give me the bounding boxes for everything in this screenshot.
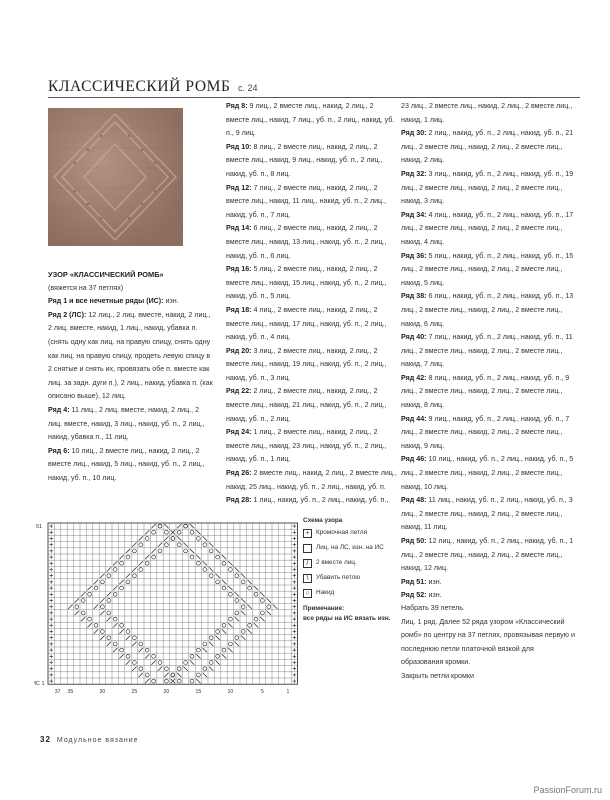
row-10 [226,141,398,182]
row-text: 12 лиц., накид, уб. п., 2 лиц., накид, уб. п., 1 лиц., 2 вместе лиц., накид, 2 лиц., 2 вместе лиц., накид, 12 лиц. [401,537,574,573]
row-text: 10 лиц., 2 вместе лиц., накид, 2 лиц., 2 вместе лиц., накид, 5 лиц., накид, уб. п., 2 лиц., накид, уб. п., 10 лиц. [48,446,205,482]
page-number: 32 [40,735,51,744]
row-head: Ряд 50: [401,537,427,545]
row-head: Ряд 38: [401,292,427,301]
row-text: 6 лиц., накид, уб. п., 2 лиц., накид, уб. п., 13 лиц., 2 вместе лиц., накид, 2 лиц., 2 вместе лиц., накид, 6 лиц. [401,292,574,328]
magazine-name: Модульное вязание [56,737,139,744]
row-51 [401,576,576,590]
chart-legend [303,516,403,624]
page-footer [40,735,139,744]
row-head: Ряд 10: [226,142,252,151]
legend-item [303,588,403,598]
slash-icon: / [303,559,312,568]
row-36 [401,250,576,291]
row-head: Ряд 16: [226,265,252,274]
instruction-line: Лиц. 1 ряд. Далее 52 ряда узором «Классический ромб» по центру на 37 петлях, провязывая первую и последнюю петли платочной вязкой для образования кромки. [401,617,575,667]
row-head: Ряд 6: [48,446,70,455]
row-text: 4 лиц., накид, уб. п., 2 лиц., накид, уб. п., 17 лиц., 2 вместе лиц., накид, 2 лиц., 2 вместе лиц., накид, 4 лиц. [401,210,574,246]
row-6 [48,445,213,486]
row-head: Ряд 24: [226,428,252,437]
stitch-number-label: 15 [195,689,202,696]
row-text: изн. [165,297,179,306]
row-text: 1 лиц., 2 вместе лиц., накид, 2 лиц., 2 вместе лиц., накид, 23 лиц., накид, уб. п., 2 лиц., накид, уб. п., 1 лиц. [226,428,387,464]
row-head: Ряд 2 (ЛС): [48,310,87,319]
row-text: изн. [428,577,442,586]
bottom-stitch-labels [55,689,290,695]
stitch-number-label: 30 [99,689,106,696]
row-34 [401,209,576,250]
row-8 [226,100,398,141]
row-28 [226,494,398,508]
row-head: Ряд 52: [401,591,427,600]
row-30 [401,127,576,168]
row-text: изн. [428,591,442,600]
row-text: 10 лиц., накид, уб. п., 2 лиц., накид, уб. п., 5 лиц., 2 вместе лиц., накид, 2 лиц., 2 вместе лиц., накид, 10 лиц. [401,455,574,491]
chart-grid [48,523,298,684]
swatch-photo [48,108,183,246]
stitch-number-label: 5 [260,689,264,696]
row-26 [226,467,398,494]
row-text: 1 лиц., накид, уб. п., 2 лиц., накид, уб. п., [253,496,389,505]
instruction-line: Закрыть петли кромки [401,671,474,680]
row-head: Ряд 8: [226,102,248,110]
pattern-column-1 [48,268,213,486]
legend-label: Лиц. на ЛС, изн. на ИС [316,544,384,551]
row-head: Ряд 4: [48,405,70,414]
header-rule [48,97,580,98]
legend-label: Убавить петлю [316,574,361,581]
row-text: 9 лиц., накид, уб. п., 2 лиц., накид, уб. п., 7 лиц., 2 вместе лиц., накид, 2 лиц., 2 вместе лиц., накид, 9 лиц. [401,414,570,450]
row-text: 2 лиц., накид, уб. п., 2 лиц., накид, уб. п., 21 лиц., 2 вместе лиц., накид, 2 лиц., 2 вместе лиц., накид, 2 лиц. [401,129,574,165]
row-20 [226,345,398,386]
legend-note-title: Примечание: [303,605,345,612]
row-head: Ряд 42: [401,373,427,382]
row-2 [48,309,213,404]
row-text: 5 лиц., накид, уб. п., 2 лиц., накид, уб. п., 15 лиц., 2 вместе лиц., накид, 2 лиц., 2 вместе лиц., накид, 5 лиц. [401,251,574,287]
row-head: Ряд 14: [226,224,252,233]
stitch-number-label: 10 [227,689,234,696]
row-40 [401,331,576,372]
backslash-icon: \ [303,574,312,583]
row-head: Ряд 26: [226,469,252,478]
row-text: 7 лиц., накид, уб. п., 2 лиц., накид, уб. п., 11 лиц., 2 вместе лиц., накид, 2 лиц., 2 вместе лиц., накид, 7 лиц. [401,333,573,369]
row-text: 9 лиц., 2 вместе лиц., накид, 2 лиц., 2 вместе лиц., накид, 7 лиц., уб. п., 2 лиц., накид, уб. п., 9 лиц. [226,102,395,138]
pattern-title: УЗОР «КЛАССИЧЕСКИЙ РОМБ» [48,270,164,279]
row-32 [401,168,576,209]
legend-item [303,528,403,538]
row-text: 6 лиц., 2 вместе лиц., накид, 2 лиц., 2 вместе лиц., накид, 13 лиц., накид, уб. п., 2 лиц., накид, уб. п., 6 лиц. [226,224,387,260]
row-head: Ряд 12: [226,183,252,192]
row-text: 8 лиц., 2 вместе лиц., накид, 2 лиц., 2 вместе лиц., накид, 9 лиц., накид, уб. п., 2 лиц., накид, уб. п., 8 лиц. [226,142,383,178]
page-header [48,78,578,96]
row-head: Ряд 28: [226,496,252,505]
plus-icon: + [303,529,312,538]
row-head: Ряд 18: [226,305,252,314]
row-head: Ряд 51: [401,577,427,586]
row-4 [48,404,213,445]
stitch-number-label: 20 [163,689,170,696]
chart-svg [34,513,302,701]
left-bottom-label: С 1 [35,681,45,687]
stitch-number-label: 25 [131,689,138,696]
row-text: 4 лиц., 2 вместе лиц., накид, 2 лиц., 2 вместе лиц., накид, 17 лиц., накид, уб. п., 2 лиц., накид, уб. п., 4 лиц. [226,305,387,342]
row-24 [226,426,398,467]
row-head: Ряд 40: [401,333,427,342]
row-head: Ряд 20: [226,346,252,355]
row-14 [226,222,398,263]
stitch-number-label: 37 [54,689,61,696]
legend-item [303,573,403,583]
pattern-column-2 [226,100,398,508]
stitch-number-label: 35 [67,689,74,696]
row-head: Ряд 46: [401,455,427,464]
row-text: 11 лиц., 2 лиц. вместе, накид, 2 лиц., 2 лиц. вместе, накид, 3 лиц., накид, уб. п., 2 лиц., накид, убавка п., 11 лиц. [48,405,205,442]
row-head: Ряд 36: [401,251,427,260]
row-28-continued [401,100,576,127]
circle-icon: ○ [303,589,312,598]
watermark: PassionForum.ru [533,785,602,795]
legend-label: Кромочная петля [316,529,368,536]
row-text: 23 лиц., 2 вместе лиц., накид, 2 лиц., 2 вместе лиц., накид, 1 лиц. [401,102,573,124]
instruction-line: Набрать 39 петель. [401,604,465,612]
row-head: Ряд 44: [401,414,427,423]
row-text: 3 лиц., 2 вместе лиц., накид, 2 лиц., 2 вместе лиц., накид, 19 лиц., накид, уб. п., 2 лиц., накид, уб. п., 3 лиц. [226,346,387,382]
legend-note-text: все ряды на ИС вязать изн. [303,615,391,622]
row-text: 3 лиц., накид, уб. п., 2 лиц., накид, уб. п., 19 лиц., 2 вместе лиц., накид, 2 лиц., 2 вместе лиц., накид, 3 лиц. [401,169,574,206]
legend-label: 2 вместе лиц. [316,559,357,566]
row-42 [401,372,576,413]
legend-title: Схема узора [303,517,343,524]
row-head: Ряд 30: [401,129,427,138]
row-text: 5 лиц., 2 вместе лиц., накид, 2 лиц., 2 вместе лиц., накид, 15 лиц., накид, уб. п., 2 лиц., накид, уб. п., 5 лиц. [226,265,387,301]
row-18 [226,304,398,345]
row-head: Ряд 32: [401,169,427,178]
row-text: 12 лиц., 2 лиц. вместе, накид, 2 лиц., 2 лиц. вместе, накид, 1 лиц., накид, убавка п. (снять одну как лиц. на правую спицу, снять одну как лиц. на правую спицу, продеть левую спицу в 2 снятые и снять их, провязать обе п. вместе как лиц. за задн. дуги п.), 2 лиц., накид, убавка п. (как описано выше), 12 лиц. [48,310,213,401]
stitch-number-label: 1 [286,689,290,696]
instructions [401,602,576,684]
row-44 [401,413,576,454]
empty-square-icon [303,544,312,553]
legend-item [303,558,403,568]
knitting-chart [34,513,302,706]
row-head: Ряд 22: [226,387,252,396]
row-text: 8 лиц., накид, уб. п., 2 лиц., накид, уб. п., 9 лиц., 2 вместе лиц., накид, 2 лиц., 2 вместе лиц., накид, 8 лиц. [401,373,570,410]
row-16 [226,263,398,304]
pattern-column-3 [401,100,576,603]
row-1-odd [48,295,213,309]
row-38 [401,290,576,331]
row-12 [226,182,398,223]
row-text: 2 вместе лиц., накид, 2 лиц., 2 вместе лиц., накид, 25 лиц., накид, уб. п., 2 лиц., накид, уб. п. [226,469,397,491]
pattern-subtitle: (вяжется на 37 петлях) [48,283,124,292]
row-head: Ряд 34: [401,210,427,219]
row-52 [401,589,576,603]
page-title: КЛАССИЧЕСКИЙ РОМБ [48,78,231,95]
row-48 [401,494,576,535]
legend-item [303,543,403,553]
row-text: 2 лиц., 2 вместе лиц., накид, 2 лиц., 2 вместе лиц., накид, 21 лиц., накид, уб. п., 2 лиц., накид, уб. п., 2 лиц. [226,387,387,423]
row-head: Ряд 1 и все нечетные ряды (ИС): [48,297,164,306]
row-50 [401,535,576,576]
row-text: 7 лиц., 2 вместе лиц., накид, 2 лиц., 2 вместе лиц., накид, 11 лиц., накид, уб. п., 2 лиц., накид, уб. п., 7 лиц. [226,183,387,219]
page-reference: с. 24 [237,83,258,93]
row-head: Ряд 48: [401,496,427,505]
row-46 [401,453,576,494]
row-text: 11 лиц., накид, уб. п., 2 лиц., накид, уб. п., 3 лиц., 2 вместе лиц., накид, 2 лиц., 2 вместе лиц., накид, 11 лиц. [401,496,573,532]
row-22 [226,385,398,426]
top-left-label: 51 [36,524,43,530]
legend-label: Накид [316,589,335,596]
